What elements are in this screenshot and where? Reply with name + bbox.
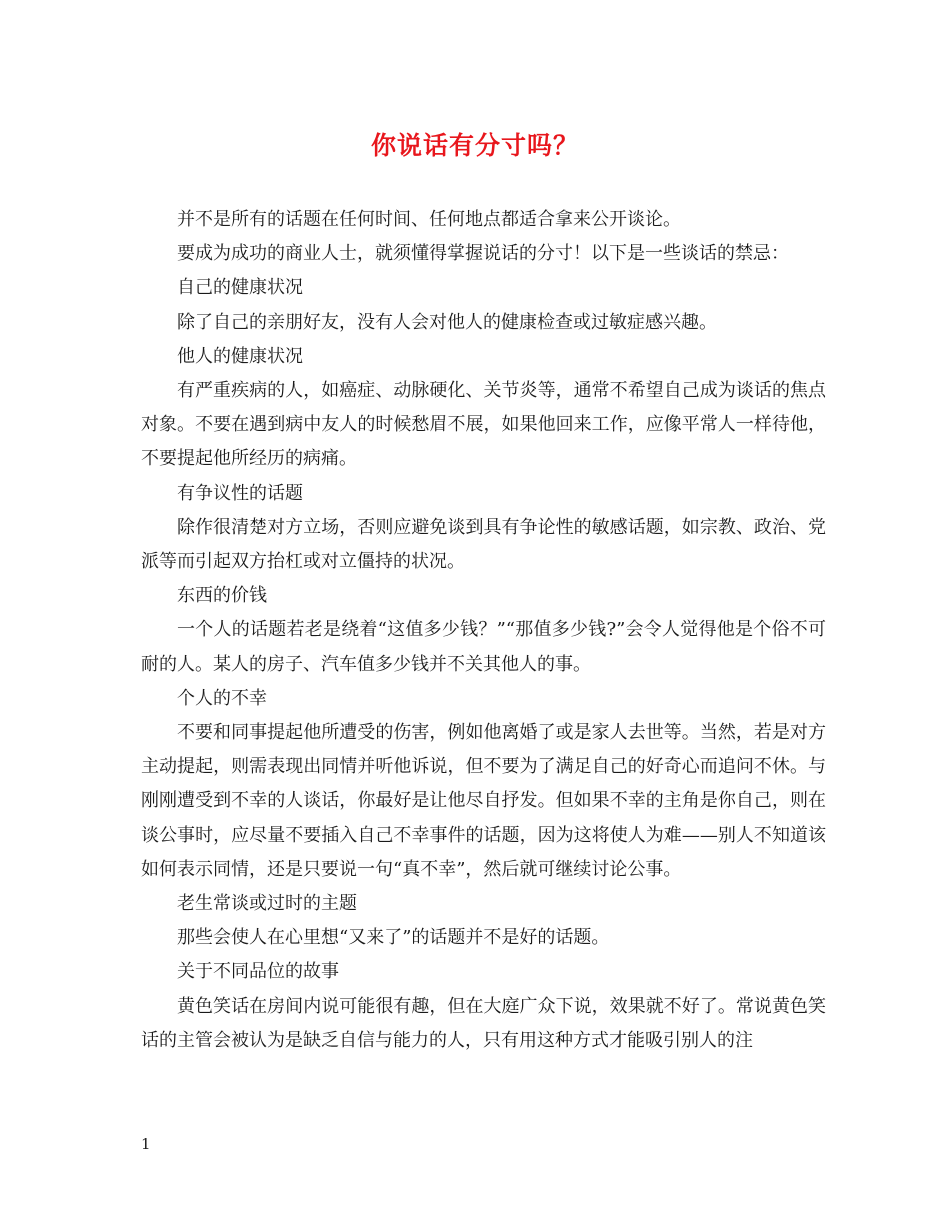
paragraph: 有严重疾病的人，如癌症、动脉硬化、关节炎等，通常不希望自己成为谈话的焦点对象。不要在遇到病中友人的时候愁眉不展，如果他回来工作，应像平常人一样待他，不要提起他所经历的病痛。 (141, 380, 826, 470)
paragraph: 黄色笑话在房间内说可能很有趣，但在大庭广众下说，效果就不好了。常说黄色笑话的主管会被认为是缺乏自信与能力的人，只有用这种方式才能吸引别人的注 (141, 995, 826, 1051)
paragraph: 除作很清楚对方立场，否则应避免谈到具有争论性的敏感话题，如宗教、政治、党派等而引起双方抬杠或对立僵持的状况。 (141, 516, 826, 573)
paragraph: 那些会使人在心里想“又来了”的话题并不是好的话题。 (177, 927, 610, 949)
paragraph: 一个人的话题若老是绕着“这值多少钱？”“那值多少钱?”会令人觉得他是个俗不可耐的人。某人的房子、汽车值多少钱并不关其他人的事。 (141, 619, 826, 675)
section-heading: 有争议性的话题 (177, 482, 303, 504)
page-title: 你说话有分寸吗？ (370, 131, 579, 160)
paragraph: 除了自己的亲朋好友，没有人会对他人的健康检查或过敏症感兴趣。 (177, 311, 717, 333)
page-number: 1 (141, 1135, 151, 1153)
section-heading: 老生常谈或过时的主题 (177, 893, 357, 915)
section-heading: 他人的健康状况 (177, 345, 303, 367)
section-heading: 关于不同品位的故事 (177, 961, 339, 983)
document-body (141, 203, 826, 1058)
section-heading: 个人的不幸 (177, 687, 267, 709)
paragraph: 不要和同事提起他所遭受的伤害，例如他离婚了或是家人去世等。当然，若是对方主动提起，则需表现出同情并听他诉说，但不要为了满足自己的好奇心而追问不休。与刚刚遭受到不幸的人谈话，你最好是让他尽自抒发。但如果不幸的主角是你自己，则在谈公事时，应尽量不要插入自己不幸事件的话题，因为这将使人为难——别人不知道该如何表示同情，还是只要说一句“真不幸”，然后就可继续讨论公事。 (141, 722, 826, 880)
section-heading: 东西的价钱 (177, 585, 267, 607)
paragraph: 要成为成功的商业人士，就须懂得掌握说话的分寸！以下是一些谈话的禁忌： (177, 243, 789, 265)
section-heading: 自己的健康状况 (177, 277, 303, 299)
paragraph: 并不是所有的话题在任何时间、任何地点都适合拿来公开谈论。 (177, 209, 681, 230)
